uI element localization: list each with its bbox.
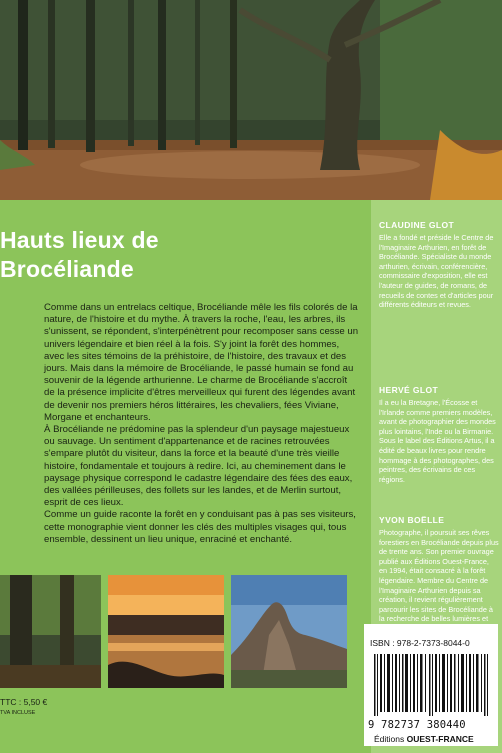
lake-sunset-photo [108,575,224,688]
publisher-brand: OUEST-FRANCE [406,734,474,744]
description-paragraph: Comme un guide raconte la forêt en y conduisant pas à pas ses visiteurs, cette monographie vient donner les clés des multiples visages qui, tous ensemble, dessinent un lieu unique, enraciné et enchanté. [44,509,356,545]
author-name: HERVÉ GLOT [379,385,439,395]
publisher-prefix: Éditions [374,734,407,744]
forest-trunk-photo [0,575,101,688]
price-value: TTC : 5,50 € [0,697,48,707]
author-bio [379,220,499,310]
tax-note: TVA INCLUSE [0,710,36,716]
description-paragraph: Comme dans un entrelacs celtique, Brocéliande mêle les fils colorés de la nature, de l'histoire et du mythe. À travers la roche, l'eau, les arbres, ils s'unissent, se répondent, s'interpénètrent pour recomposer sans cesse un univers légendaire et bien réel à la fois. S'y joint la forêt des hommes, avec les sites témoins de la préhistoire, de l'histoire, des travaux et des jours. Mais dans la mémoire de Brocéliande, le passé humain se fond au souvenir de la légende arthurienne. Le charme de Brocéliande s'accroît de la présence implicite d'êtres merveilleux qui furent des légendes avant de devenir nos premiers héros littéraires, les chevaliers, fées Viviane, Morgane et enchanteurs. [44,302,359,423]
price-label [0,697,47,719]
isbn-number: ISBN : 978-2-7373-8044-0 [370,638,470,648]
description-paragraph: À Brocéliande ne prédomine pas la splendeur d'un paysage majestueux ou sauvage. Un sentiment d'appartenance et de racines retrouvées s'empare plutôt du visiteur, dans la force et la beauté d'une très vieille histoire, fondamentale et toujours à redire. Ici, au cheminement dans le paysage physique correspond le cadastre légendaire des fées des eaux, des vallées périlleuses, des follets sur les landes, et de Merlin surtout, esprit de ces lieux. [44,424,353,509]
book-description [44,302,360,546]
publisher-name [374,734,474,744]
barcode-block [364,624,498,746]
author-description: Il a eu la Bretagne, l'Écosse et l'Irlande comme premiers modèles, avant de photographier des mondes plus lointains, l'Inde ou la Birmanie. Sous le label des Éditions Artus, il a édité de beaux livres pour rendre hommage à des photographes, des peintres, des écrivains de ces régions. [379,398,496,484]
rock-formation-photo [231,575,347,688]
author-name: CLAUDINE GLOT [379,220,455,230]
author-bio [379,515,499,634]
ean-number: 9 782737 380440 [368,719,466,731]
author-bio [379,385,499,484]
forest-photo [0,0,502,200]
author-description: Photographe, il poursuit ses rêves forestiers en Brocéliande depuis plus de trente ans. Son premier ouvrage publié aux Éditions Ouest-France, en 1994, était consacré à la forêt légendaire. Membre du Centre de l'Imaginaire Arthurien depuis sa création, il revient régulièrement parcourir les sites de Brocéliande à la recherche de belles lumières et [379,528,499,624]
author-name: YVON BOËLLE [379,515,445,525]
author-description: Elle a fondé et préside le Centre de l'Imaginaire Arthurien, en forêt de Brocéliande. Spécialiste du monde arthurien, écrivain, conférencière, commissaire d'exposition, elle est l'auteur de guides, de romans, de recueils de contes et d'articles pour différents éditeurs et revues. [379,233,494,310]
book-title: Hauts lieux de Brocéliande [0,227,159,282]
barcode-bars [374,654,490,716]
